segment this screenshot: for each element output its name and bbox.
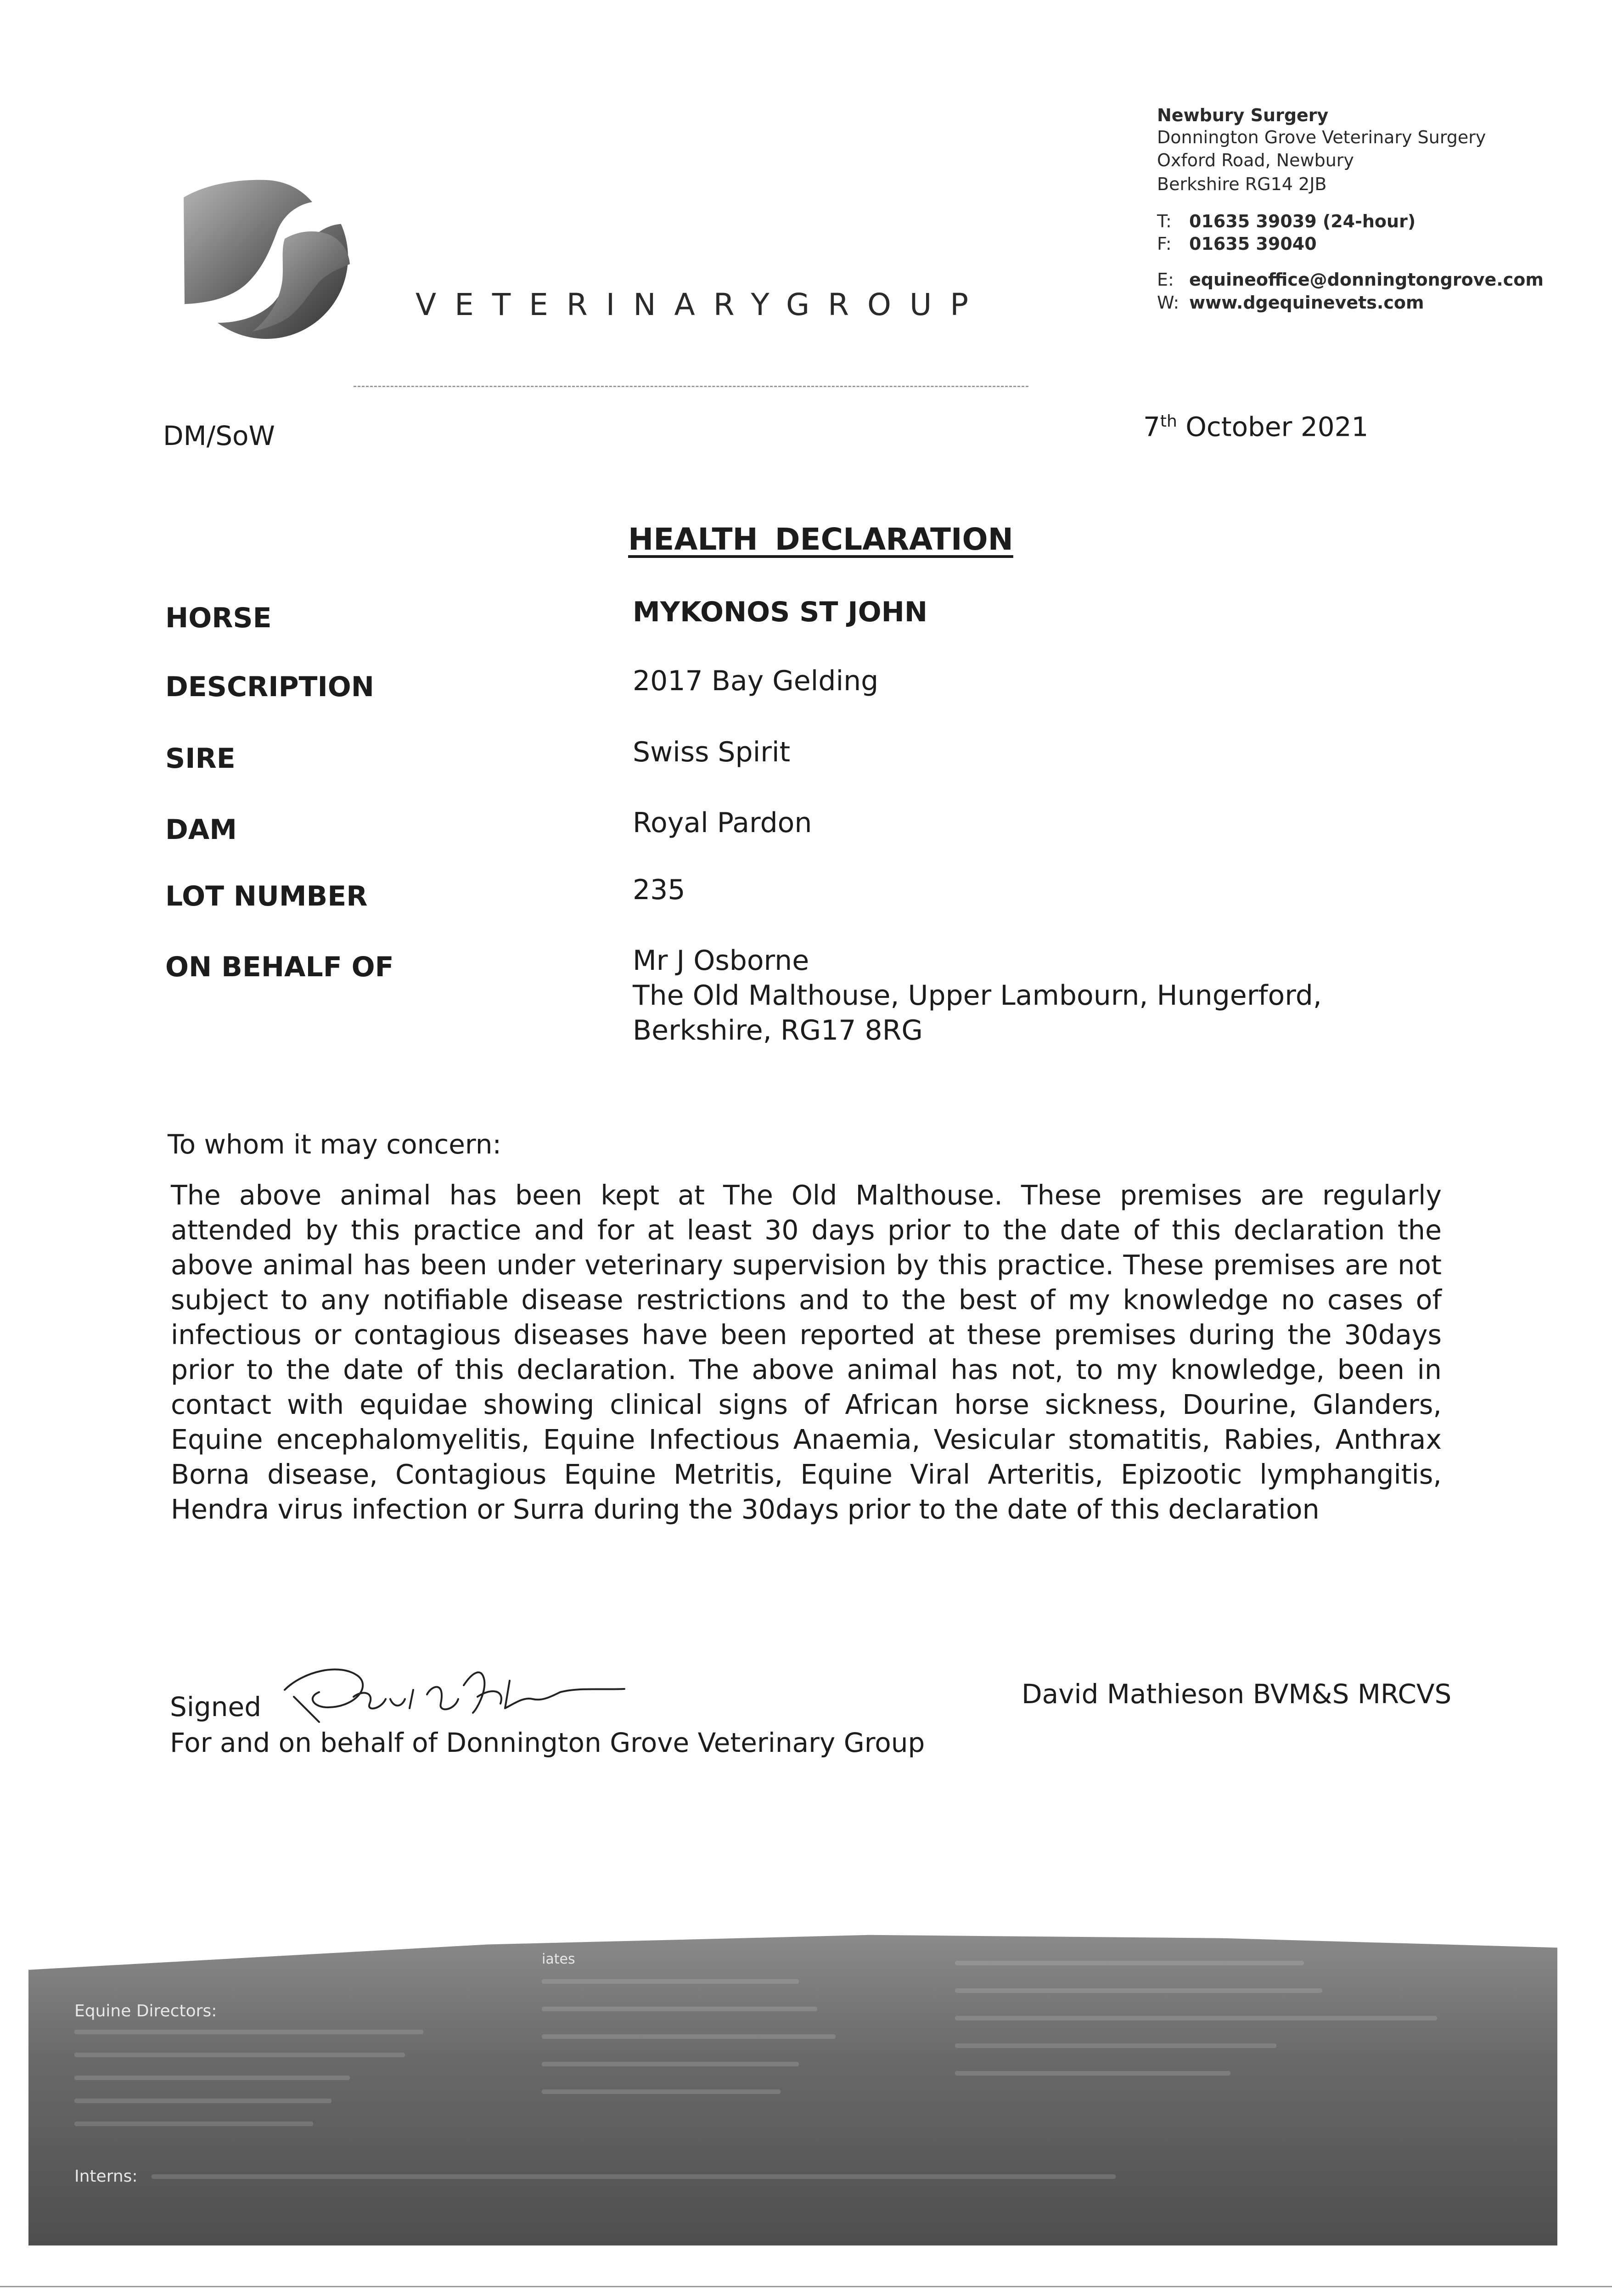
group-name-word-group: GROUP — [786, 287, 987, 322]
address-line: Donnington Grove Veterinary Surgery — [1157, 127, 1486, 147]
page-bottom-edge — [0, 2286, 1612, 2287]
field-label-lot-number: LOT NUMBER — [165, 880, 368, 912]
date-rest: October 2021 — [1177, 411, 1369, 443]
on-behalf-statement: For and on behalf of Donnington Grove Veterinary Group — [170, 1727, 925, 1758]
footer-interns-label: Interns: — [74, 2167, 138, 2186]
footer-faint-row — [74, 2122, 313, 2126]
web-prefix: W: — [1157, 293, 1180, 313]
website: www.dgequinevets.com — [1189, 293, 1424, 313]
email-prefix: E: — [1157, 270, 1174, 290]
field-value-sire: Swiss Spirit — [633, 736, 791, 768]
footer-faint-row — [542, 2089, 781, 2094]
field-label-on-behalf-of: ON BEHALF OF — [165, 951, 394, 983]
signatory-name: David Mathieson BVM&S MRCVS — [1022, 1678, 1452, 1710]
header-divider — [354, 386, 1028, 387]
handwritten-signature — [275, 1653, 634, 1731]
footer-faint-row — [74, 2053, 405, 2057]
footer-faint-row — [152, 2174, 1116, 2179]
field-label-horse: HORSE — [165, 602, 272, 634]
footer-faint-row — [542, 2062, 799, 2066]
footer-directors-label: Equine Directors: — [74, 2002, 217, 2020]
document-title: HEALTH DECLARATION — [628, 522, 1013, 557]
fax-number: 01635 39040 — [1189, 234, 1317, 254]
address-line: Oxford Road, Newbury — [1157, 150, 1354, 170]
owner-address-line: The Old Malthouse, Upper Lambourn, Hungerford, — [633, 979, 1322, 1012]
fax-prefix: F: — [1157, 234, 1172, 254]
footer-faint-row — [955, 1961, 1304, 1965]
footer-faint-row — [74, 2030, 423, 2034]
footer-faint-row — [955, 2071, 1230, 2076]
group-name-word-veterinary: VETERINARY — [416, 287, 788, 322]
email-address: equineoffice@donningtongrove.com — [1189, 270, 1544, 290]
surgery-name: Newbury Surgery — [1157, 105, 1329, 125]
footer-band — [28, 1929, 1557, 2245]
date-suffix: th — [1160, 412, 1177, 431]
date-day: 7 — [1143, 411, 1160, 443]
salutation: To whom it may concern: — [168, 1129, 502, 1160]
footer-faint-row — [542, 2007, 817, 2011]
footer-faint-row — [955, 1988, 1322, 1993]
address-line: Berkshire RG14 2JB — [1157, 174, 1327, 194]
footer-faint-row — [74, 2076, 350, 2080]
owner-name: Mr J Osborne — [633, 945, 809, 977]
field-value-dam: Royal Pardon — [633, 807, 812, 839]
footer-faint-row — [542, 1979, 799, 1984]
field-value-horse: MYKONOS ST JOHN — [633, 596, 928, 628]
horse-head-logo-icon — [179, 170, 354, 344]
footer-faint-row — [542, 2034, 836, 2039]
phone-number: 01635 39039 (24-hour) — [1189, 211, 1416, 231]
field-label-sire: SIRE — [165, 743, 236, 775]
phone-prefix: T: — [1157, 211, 1172, 231]
declaration-body: The above animal has been kept at The Old Malthouse. These premises are regularly attended by this practice and for at least 30 days prior to the date of this declaration the above animal has been under veterinary supervision by this practice. These premises are not subject to any notifiable disease restrictions and to the best of my knowledge no cases of infectious or contagious diseases have been reported at these premises during the 30days prior to the date of this declaration. The above animal has not, to my knowledge, been in contact with equidae showing clinical signs of African horse sickness, Dourine, Glanders, Equine encephalomyelitis, Equine Infectious Anaemia, Vesicular stomatitis, Rabies, Anthrax Borna disease, Contagious Equine Metritis, Equine Viral Arteritis, Epizootic lymphangitis, Hendra virus infection or Surra during the 30days prior to the date of this declaration — [171, 1180, 1442, 1525]
letter-date — [1143, 411, 1369, 443]
owner-address-line: Berkshire, RG17 8RG — [633, 1014, 923, 1047]
field-value-description: 2017 Bay Gelding — [633, 665, 879, 697]
field-label-dam: DAM — [165, 814, 237, 846]
footer-faint-row — [74, 2099, 331, 2103]
footer-faint-row — [955, 2016, 1437, 2020]
footer-associates-label: iates — [542, 1951, 575, 1967]
signed-label: Signed — [170, 1691, 262, 1722]
reference-code: DM/SoW — [163, 420, 275, 451]
footer-faint-row — [955, 2043, 1276, 2048]
field-value-lot-number: 235 — [633, 874, 685, 906]
field-label-description: DESCRIPTION — [165, 671, 375, 703]
